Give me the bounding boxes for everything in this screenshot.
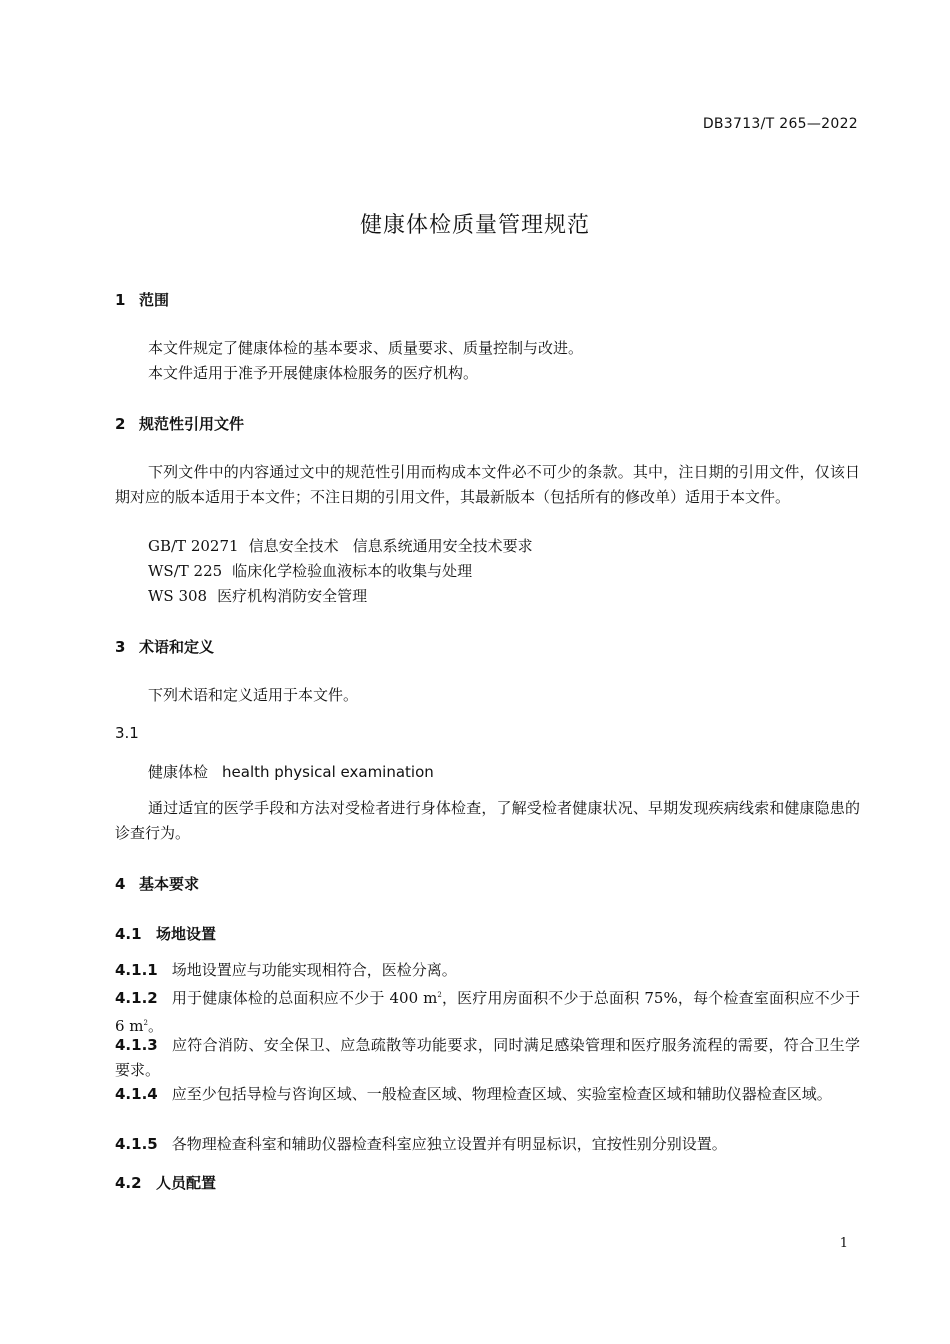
clause-number: 4.1.1	[115, 961, 158, 979]
standard-code: DB3713/T 265—2022	[702, 116, 858, 132]
clause-number: 4.1.2	[115, 989, 158, 1007]
paragraph: 本文件规定了健康体检的基本要求、质量要求、质量控制与改进。	[148, 339, 584, 357]
section-1-heading	[115, 289, 169, 310]
clause-number: 4.1.3	[115, 1036, 158, 1054]
term-entry	[148, 761, 434, 782]
superscript: 2	[143, 1019, 149, 1027]
reference-code: WS/T 225	[148, 562, 223, 580]
subsection-4-1-heading	[115, 923, 216, 944]
clause	[115, 1033, 860, 1083]
subsection-title: 人员配置	[156, 1174, 217, 1192]
clause-text: 用于健康体检的总面积应不少于 400 m	[171, 989, 438, 1007]
clause-number: 4.1.4	[115, 1085, 158, 1103]
clause-text: 场地设置应与功能实现相符合，医检分离。	[171, 961, 457, 979]
clause	[115, 1132, 860, 1157]
section-number: 4	[115, 875, 126, 893]
section-number: 2	[115, 415, 126, 433]
term-definition: 通过适宜的医学手段和方法对受检者进行身体检查，了解受检者健康状况、早期发现疾病线索和健康隐患的诊查行为。	[115, 799, 860, 842]
clause-text: 应符合消防、安全保卫、应急疏散等功能要求，同时满足感染管理和医疗服务流程的需要，符合卫生学要求。	[115, 1036, 860, 1079]
reference-item	[148, 585, 367, 606]
term-number: 3.1	[115, 724, 139, 742]
section-title: 规范性引用文件	[139, 415, 245, 433]
subsection-number: 4.1	[115, 925, 142, 943]
reference-title: 信息安全技术	[248, 537, 339, 555]
section-4-heading	[115, 873, 199, 894]
reference-title: 医疗机构消防安全管理	[217, 587, 368, 605]
clause	[115, 983, 860, 1039]
section-title: 范围	[139, 291, 170, 309]
section-number: 1	[115, 291, 126, 309]
clause	[115, 1082, 860, 1107]
reference-item	[148, 535, 533, 556]
section-number: 3	[115, 638, 126, 656]
term-english: health physical examination	[222, 763, 434, 781]
clause-number: 4.1.5	[115, 1135, 158, 1153]
section-3-heading	[115, 636, 214, 657]
reference-code: GB/T 20271	[148, 537, 239, 555]
section-2-heading	[115, 413, 244, 434]
reference-title-part-2: 信息系统通用安全技术要求	[352, 537, 533, 555]
paragraph: 下列文件中的内容通过文中的规范性引用而构成本文件必不可少的条款。其中，注日期的引用文件，仅该日期对应的版本适用于本文件；不注日期的引用文件，其最新版本（包括所有的修改单）适用于本文件。	[115, 463, 860, 506]
superscript: 2	[437, 991, 442, 999]
reference-code: WS 308	[148, 587, 208, 605]
subsection-4-2-heading	[115, 1172, 216, 1193]
reference-item	[148, 560, 472, 581]
clause-text: 。	[148, 1017, 164, 1035]
section-title: 基本要求	[139, 875, 200, 893]
reference-title: 临床化学检验血液标本的收集与处理	[232, 562, 473, 580]
term-chinese: 健康体检	[148, 763, 209, 781]
paragraph: 下列术语和定义适用于本文件。	[148, 686, 359, 704]
clause	[115, 958, 860, 983]
paragraph: 本文件适用于准予开展健康体检服务的医疗机构。	[148, 364, 479, 382]
clause-text: ，医疗用房面积不少于总面积 75%，每个检查室面积应不少于 6 m	[115, 989, 860, 1035]
page-number: 1	[839, 1236, 848, 1251]
section-title: 术语和定义	[139, 638, 215, 656]
subsection-title: 场地设置	[156, 925, 217, 943]
clause-text: 各物理检查科室和辅助仪器检查科室应独立设置并有明显标识，宜按性别分别设置。	[171, 1135, 727, 1153]
clause-text: 应至少包括导检与咨询区域、一般检查区域、物理检查区域、实验室检查区域和辅助仪器检查区域。	[171, 1085, 832, 1103]
document-title: 健康体检质量管理规范	[359, 213, 590, 238]
subsection-number: 4.2	[115, 1174, 142, 1192]
